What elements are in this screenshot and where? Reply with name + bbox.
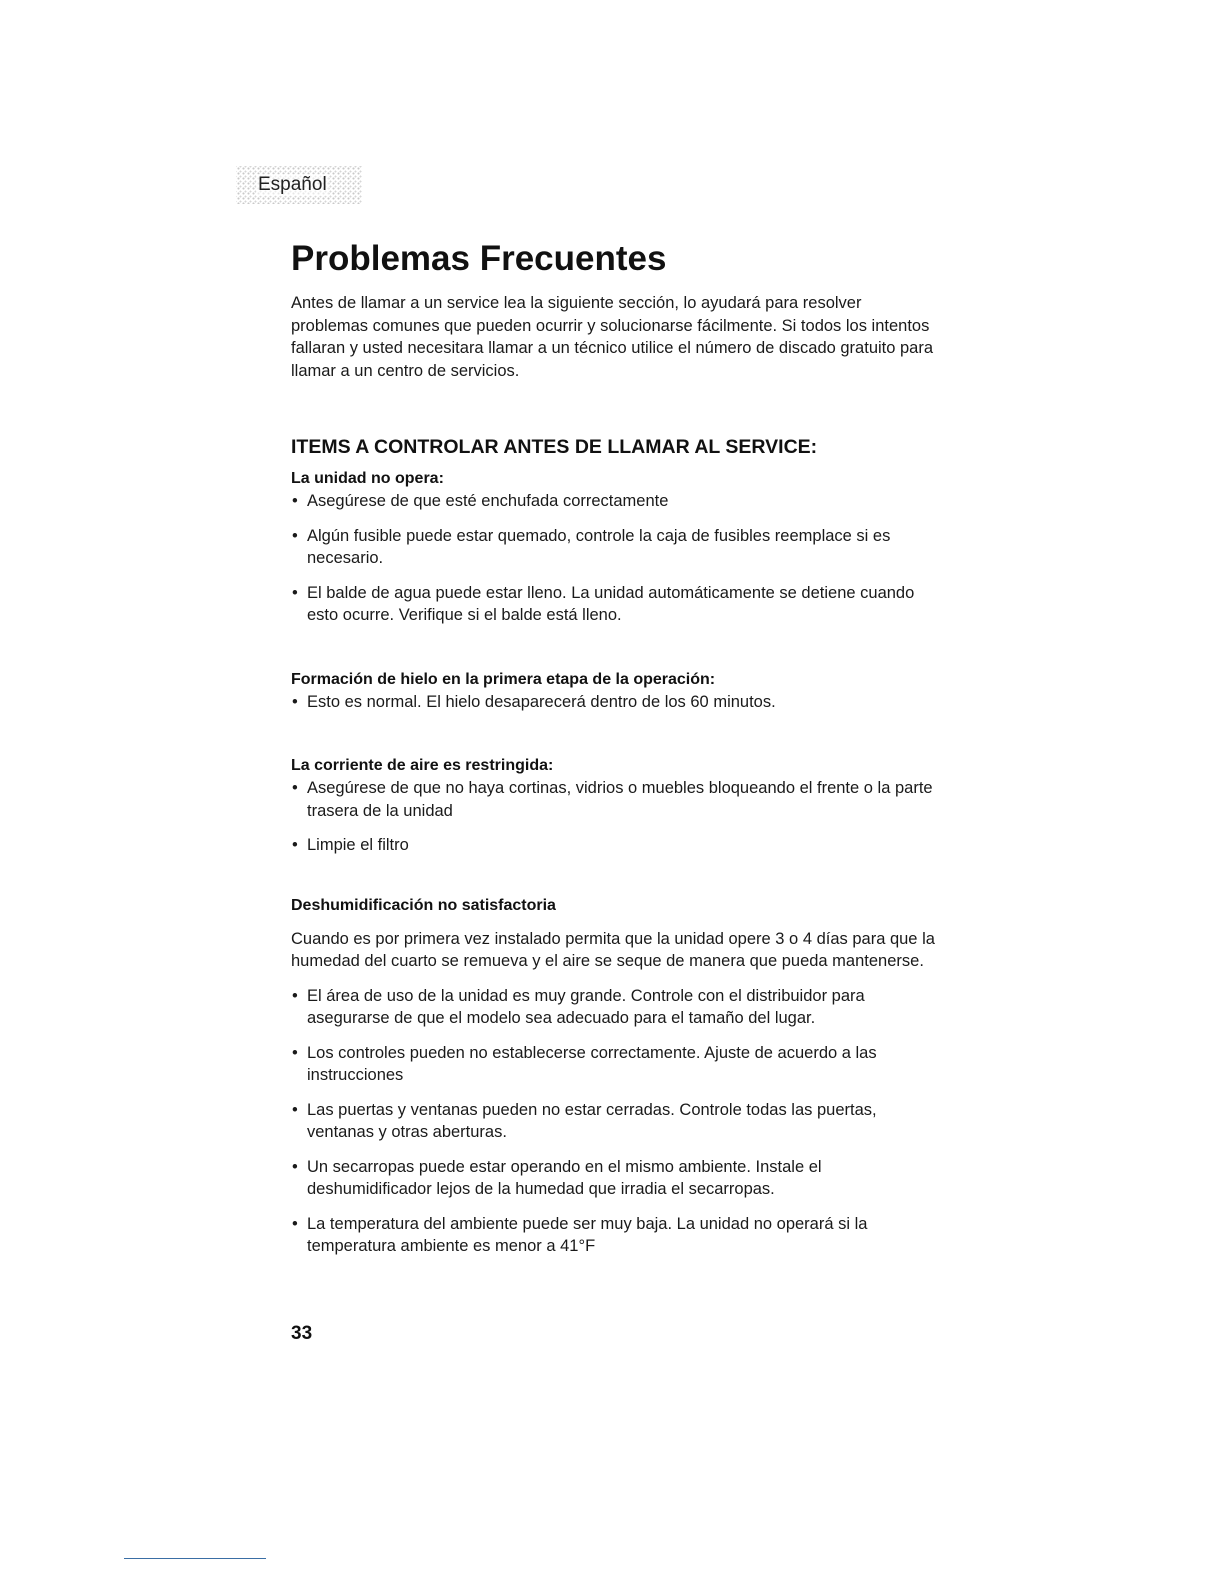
page-number: 33 [291, 1323, 313, 1344]
page-title: Problemas Frecuentes [291, 239, 667, 278]
section-ice-formation [291, 669, 941, 714]
list-item: • Asegúrese de que no haya cortinas, vidrios o muebles bloqueando el frente o la parte trasera de la unidad [291, 777, 941, 822]
list-item: • Esto es normal. El hielo desaparecerá dentro de los 60 minutos. [291, 691, 941, 714]
list-item: • El área de uso de la unidad es muy grande. Controle con el distribuidor para asegurarse de que el modelo sea adecuado para el tamaño del lugar. [291, 985, 941, 1030]
list-item: • El balde de agua puede estar lleno. La unidad automáticamente se detiene cuando esto ocurre. Verifique si el balde está lleno. [291, 582, 941, 627]
bullet-list [291, 691, 941, 714]
section-unit-not-operating [291, 468, 941, 627]
footer-rule [124, 1558, 266, 1559]
section-dehumidification [291, 895, 941, 1258]
bullet-list [291, 490, 941, 627]
checklist-heading: ITEMS A CONTROLAR ANTES DE LLAMAR AL SERVICE: [291, 436, 818, 458]
section-title: La corriente de aire es restringida: [291, 757, 554, 774]
list-item: • Un secarropas puede estar operando en el mismo ambiente. Instale el deshumidificador lejos de la humedad que irradia el secarropas. [291, 1156, 941, 1201]
section-title: Formación de hielo en la primera etapa de la operación: [291, 670, 716, 688]
section-title: La unidad no opera: [291, 470, 444, 487]
bullet-list [291, 777, 941, 857]
section-title: Deshumidificación no satisfactoria [291, 896, 556, 914]
section-paragraph: Cuando es por primera vez instalado permita que la unidad opere 3 o 4 días para que la humedad del cuarto se remueva y el aire se seque de manera que pueda mantenerse. [291, 929, 935, 970]
list-item: • Asegúrese de que esté enchufada correctamente [291, 490, 941, 513]
intro-paragraph: Antes de llamar a un service lea la siguiente sección, lo ayudará para resolver problemas comunes que pueden ocurrir y solucionarse fácilmente. Si todos los intentos fallaran y usted necesitara llamar a un técnico utilice el número de discado gratuito para llamar a un centro de servicios. [291, 294, 934, 380]
list-item: • Limpie el filtro [291, 834, 941, 857]
list-item: • Las puertas y ventanas pueden no estar cerradas. Controle todas las puertas, ventanas y otras aberturas. [291, 1099, 941, 1144]
list-item: • La temperatura del ambiente puede ser muy baja. La unidad no operará si la temperatura ambiente es menor a 41°F [291, 1213, 941, 1258]
list-item: • Los controles pueden no establecerse correctamente. Ajuste de acuerdo a las instrucciones [291, 1042, 941, 1087]
language-label: Español [258, 174, 327, 195]
section-airflow-restricted [291, 755, 941, 857]
list-item: • Algún fusible puede estar quemado, controle la caja de fusibles reemplace si es necesario. [291, 525, 941, 570]
bullet-list [291, 985, 941, 1258]
language-tab [236, 166, 362, 204]
main-content [291, 236, 941, 1258]
